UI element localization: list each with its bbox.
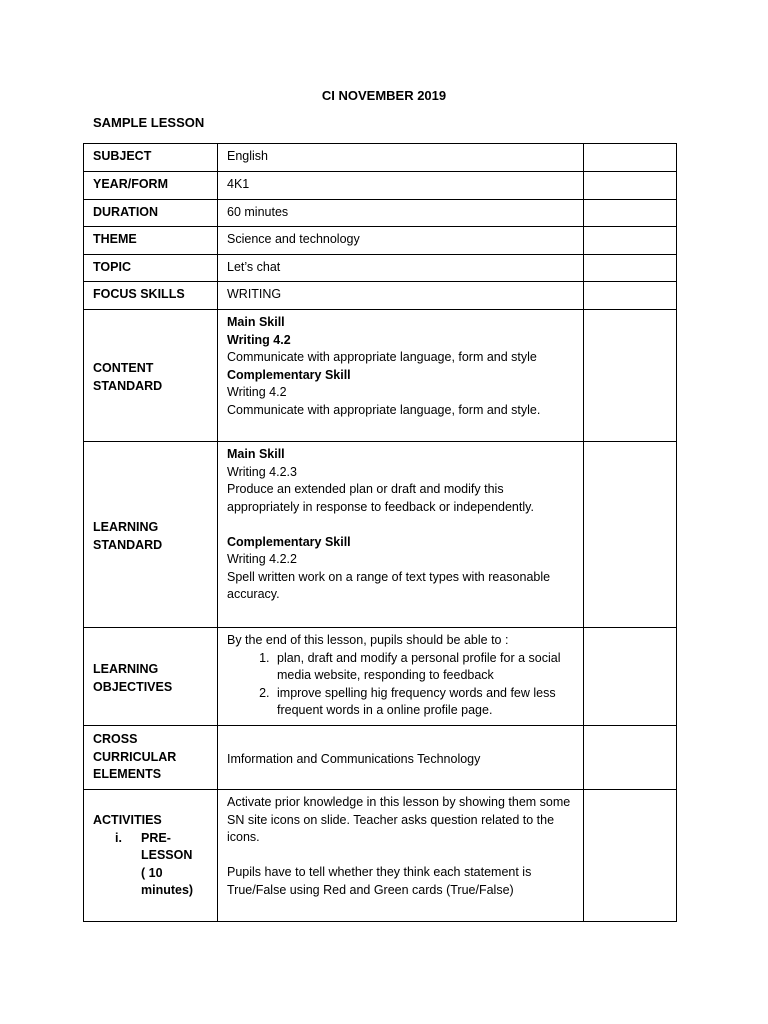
table-row-objectives [84, 628, 677, 726]
topic-notes-cell [584, 255, 677, 282]
document-subtitle: SAMPLE LESSON [93, 115, 205, 130]
ls-main-skill-code: Writing 4.2.3 [227, 464, 297, 479]
topic-value: Let’s chat [218, 255, 584, 282]
complementary-skill-text: Communicate with appropriate language, form and style. [227, 402, 541, 417]
table-row-topic [84, 255, 677, 282]
content-standard-label: CONTENT STANDARD [84, 310, 218, 442]
cross-curricular-label: CROSS CURRICULAR ELEMENTS [84, 726, 218, 790]
focus-value: WRITING [218, 282, 584, 310]
learning-standard-value [218, 442, 584, 628]
content-standard-value [218, 310, 584, 442]
duration-notes-cell [584, 200, 677, 227]
ls-complementary-skill-text: Spell written work on a range of text types with reasonable accuracy. [227, 569, 551, 601]
year-value: 4K1 [218, 172, 584, 200]
table-row-cross-curricular [84, 726, 677, 790]
pre-lesson-item: i. PRE- LESSON ( 10 minutes) [115, 830, 194, 897]
ls-complementary-skill-heading: Complementary Skill [227, 534, 351, 549]
theme-value: Science and technology [218, 227, 584, 255]
activities-value [218, 790, 584, 922]
table-row-content-standard [84, 310, 677, 442]
main-skill-heading: Main Skill [227, 315, 285, 329]
table-row-year [84, 172, 677, 200]
main-skill-code: Writing 4.2 [227, 332, 291, 347]
focus-notes-cell [584, 282, 677, 310]
focus-label: FOCUS SKILLS [84, 282, 218, 310]
objectives-list [227, 650, 574, 720]
ls-main-skill-heading: Main Skill [227, 447, 285, 461]
activities-label: ACTIVITIES i. PRE- LESSON ( 10 minutes) [84, 790, 218, 922]
ls-complementary-skill-code: Writing 4.2.2 [227, 552, 297, 566]
ls-spacer [227, 516, 574, 534]
content-standard-notes-cell [584, 310, 677, 442]
duration-label: DURATION [84, 200, 218, 227]
objectives-notes-cell [584, 628, 677, 726]
year-label: YEAR/FORM [84, 172, 218, 200]
year-notes-cell [584, 172, 677, 200]
cross-curricular-notes-cell [584, 726, 677, 790]
activities-notes-cell [584, 790, 677, 922]
activities-spacer [227, 847, 574, 865]
activities-paragraph-1: Activate prior knowledge in this lesson by showing them some SN site icons on slide. Teacher asks question related to the icons. [227, 795, 571, 844]
table-row-duration [84, 200, 677, 227]
table-row-subject [84, 144, 677, 172]
complementary-skill-code: Writing 4.2 [227, 385, 287, 399]
objectives-intro: By the end of this lesson, pupils should be able to : [227, 633, 509, 647]
table-row-focus [84, 282, 677, 310]
document-title: CI NOVEMBER 2019 [321, 88, 447, 103]
list-item: 2. improve spelling hig frequency words and few less frequent words in a online profile page. [273, 685, 574, 720]
subject-notes-cell [584, 144, 677, 172]
duration-value: 60 minutes [218, 200, 584, 227]
complementary-skill-heading: Complementary Skill [227, 367, 351, 382]
list-item: 1. plan, draft and modify a personal profile for a social media website, responding to feedback [273, 650, 574, 685]
table-row-learning-standard [84, 442, 677, 628]
objectives-label: LEARNING OBJECTIVES [84, 628, 218, 726]
topic-label: TOPIC [84, 255, 218, 282]
subject-value: English [218, 144, 584, 172]
learning-standard-notes-cell [584, 442, 677, 628]
activities-paragraph-2: Pupils have to tell whether they think each statement is True/False using Red and Green cards (True/False) [227, 865, 532, 897]
subject-label: SUBJECT [84, 144, 218, 172]
theme-notes-cell [584, 227, 677, 255]
table-row-activities [84, 790, 677, 922]
theme-label: THEME [84, 227, 218, 255]
learning-standard-label: LEARNING STANDARD [84, 442, 218, 628]
cross-curricular-value: Imformation and Communications Technology [218, 726, 584, 790]
main-skill-text: Communicate with appropriate language, form and style [227, 350, 537, 364]
objectives-value [218, 628, 584, 726]
table-row-theme [84, 227, 677, 255]
ls-main-skill-text: Produce an extended plan or draft and modify this appropriately in response to feedback or independently. [227, 482, 534, 514]
lesson-plan-table [83, 143, 677, 922]
